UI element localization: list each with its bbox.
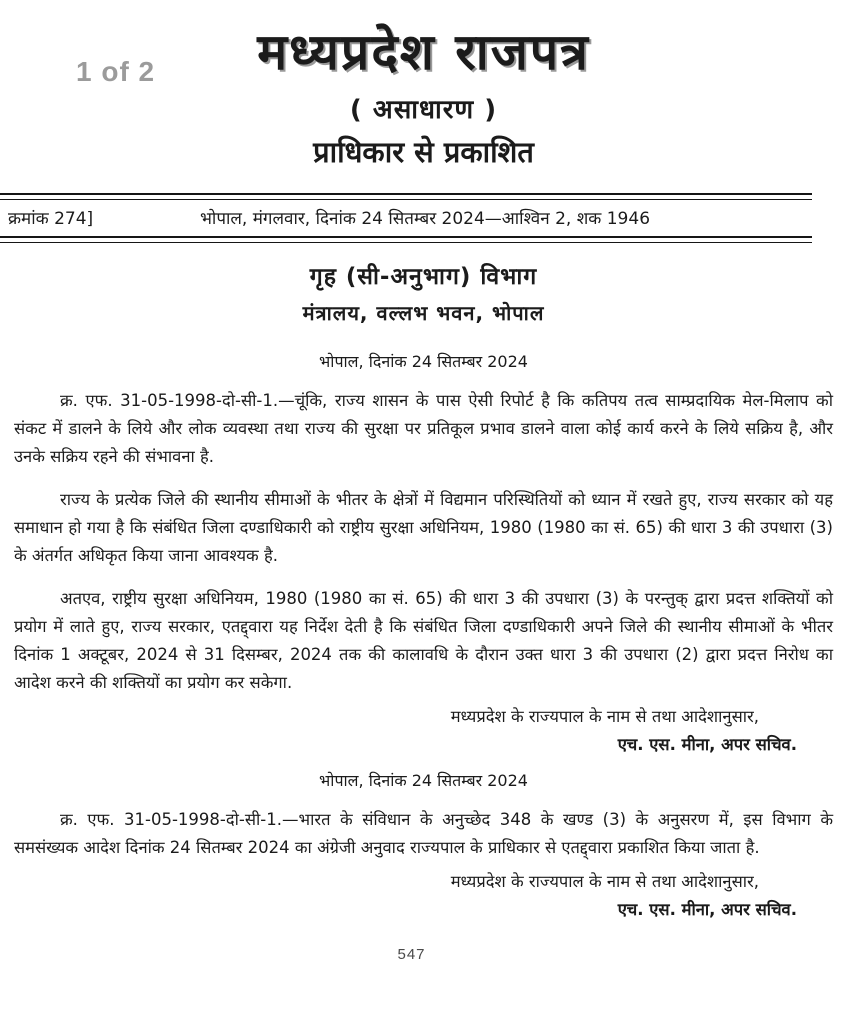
notice1-signature-block xyxy=(14,703,833,759)
department-name: गृह (सी-अनुभाग) विभाग xyxy=(309,264,538,290)
issue-serial-number: क्रमांक 274] xyxy=(8,209,94,229)
notice1-paragraph-1: क्र. एफ. 31-05-1998-दो-सी-1.—चूंकि, राज्य शासन के पास ऐसी रिपोर्ट है कि कतिपय तत्व साम्प्रदायिक मेल-मिलाप को संकट में डालने के लिये और लोक व्यवस्था तथा राज्य की सुरक्षा पर प्रतिकूल प्रभाव डालने वाला कोई कार्य करने के लिये सक्रिय है, और उनके सक्रिय रहने की संभावना है. xyxy=(14,391,833,466)
notice2-signature-block xyxy=(14,868,833,924)
gazette-subtitle: ( असाधारण ) xyxy=(349,95,498,125)
page-number: 547 xyxy=(397,946,426,963)
notice2-place-date: भोपाल, दिनांक 24 सितम्बर 2024 xyxy=(319,771,528,790)
gazette-tagline: प्राधिकार से प्रकाशित xyxy=(313,135,534,169)
notice1-place-date: भोपाल, दिनांक 24 सितम्बर 2024 xyxy=(319,352,528,371)
notice2-by-order-line: मध्यप्रदेश के राज्यपाल के नाम से तथा आदेशानुसार, xyxy=(450,872,759,891)
gazette-title: मध्यप्रदेश राजपत्र xyxy=(257,23,590,81)
viewer-page-indicator: 1 of 2 xyxy=(76,56,156,87)
notice1-signatory-name: एच. एस. मीना, अपर सचिव. xyxy=(617,735,797,754)
notice1-by-order-line: मध्यप्रदेश के राज्यपाल के नाम से तथा आदेशानुसार, xyxy=(450,707,759,726)
issue-dateline: भोपाल, मंगलवार, दिनांक 24 सितम्बर 2024—आश्विन 2, शक 1946 xyxy=(199,209,651,229)
notice2-signatory-name: एच. एस. मीना, अपर सचिव. xyxy=(617,900,797,919)
notice2-paragraph-1: क्र. एफ. 31-05-1998-दो-सी-1.—भारत के संविधान के अनुच्छेद 348 के खण्ड (3) के अनुसरण में, इस विभाग के समसंख्यक आदेश दिनांक 24 सितम्बर 2024 का अंग्रेजी अनुवाद राज्यपाल के प्राधिकार से एतद्द्वारा प्रकाशित किया जाता है. xyxy=(14,810,833,857)
top-double-rule xyxy=(0,193,812,200)
notice1-paragraph-2: राज्य के प्रत्येक जिले की स्थानीय सीमाओं के भीतर के क्षेत्रों में विद्यमान परिस्थितियों को ध्यान में रखते हुए, राज्य सरकार को यह समाधान हो गया है कि संबंधित जिला दण्डाधिकारी को राष्ट्रीय सुरक्षा अधिनियम, 1980 (1980 का सं. 65) की धारा 3 की उपधारा (3) के अंतर्गत अधिकृत किया जाना आवश्यक है. xyxy=(14,490,833,565)
department-address: मंत्रालय, वल्लभ भवन, भोपाल xyxy=(302,301,545,325)
notice1-paragraph-3: अतएव, राष्ट्रीय सुरक्षा अधिनियम, 1980 (1980 का सं. 65) की धारा 3 की उपधारा (3) के परन्तुक् द्वारा प्रदत्त शक्तियों को प्रयोग में लाते हुए, राज्य सरकार, एतद्द्वारा यह निर्देश देती है कि संबंधित जिला दण्डाधिकारी अपने जिले की स्थानीय सीमाओं के भीतर दिनांक 1 अक्टूबर, 2024 से 31 दिसम्बर, 2024 तक की कालावधि के दौरान उक्त धारा 3 की उपधारा (2) द्वारा प्रदत्त निरोध का आदेश करने की शक्तियों का प्रयोग कर सकेगा. xyxy=(14,589,833,692)
issue-band-row xyxy=(0,200,812,236)
bottom-double-rule xyxy=(0,236,812,243)
issue-band xyxy=(0,193,812,243)
notice1-body xyxy=(0,387,847,963)
department-heading xyxy=(0,259,847,326)
